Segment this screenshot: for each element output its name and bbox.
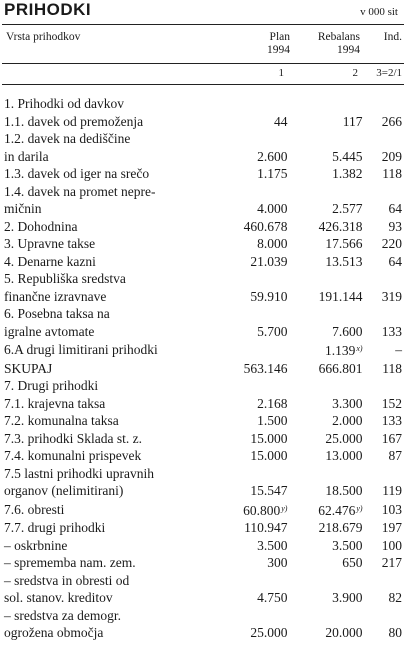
table-row (2, 607, 404, 625)
footnote-mark: y) (281, 503, 288, 513)
index-cell (363, 430, 404, 448)
row-label (2, 95, 212, 113)
row-label (2, 165, 212, 183)
revenue-table-body (2, 95, 404, 642)
column-number-3: 3=2/1 (376, 67, 402, 79)
index-cell-value: 133 (381, 323, 402, 339)
rebalans-cell-value: 3.500 (332, 537, 363, 553)
rebalans-cell-value: 2.577 (332, 201, 363, 216)
index-cell-value: 64 (388, 253, 402, 269)
row-label (2, 235, 212, 253)
index-cell (363, 130, 404, 148)
rebalans-cell-value: 13.000 (325, 448, 363, 463)
row-label-value: 4. Denarne kazni (4, 253, 96, 269)
table-row (2, 130, 404, 148)
row-label-value: finančne izravnave (4, 288, 107, 304)
row-label (2, 113, 212, 131)
index-cell (363, 519, 404, 537)
rebalans-cell (287, 447, 362, 465)
rebalans-cell (287, 519, 362, 537)
rebalans-cell (287, 113, 362, 131)
index-cell (363, 482, 404, 500)
table-row (2, 95, 404, 113)
plan-cell (212, 519, 287, 537)
plan-cell-value: 300 (267, 555, 288, 570)
subheader-rule (2, 84, 404, 85)
row-label (2, 482, 212, 500)
row-label-value: – sprememba nam. zem. (4, 555, 136, 570)
rebalans-cell-value: 25.000 (325, 430, 363, 446)
rebalans-cell (287, 482, 362, 500)
rebalans-cell-value: 18.500 (325, 483, 363, 498)
row-label-value: 7. Drugi prihodki (4, 378, 99, 393)
row-label (2, 360, 212, 378)
rebalans-cell (287, 235, 362, 253)
rebalans-cell (287, 554, 362, 572)
index-cell (363, 148, 404, 166)
plan-cell (212, 377, 287, 395)
table-row (2, 430, 404, 448)
index-cell-value: 64 (388, 201, 402, 216)
rebalans-cell-value: 20.000 (325, 625, 363, 640)
row-label-value: organov (nelimitirani) (4, 483, 124, 498)
row-label-value: igralne avtomate (4, 323, 95, 339)
row-label (2, 323, 212, 341)
index-cell (363, 554, 404, 572)
index-cell-value: 82 (388, 590, 402, 605)
index-cell (363, 360, 404, 378)
table-row (2, 360, 404, 378)
rebalans-cell (287, 218, 362, 236)
column-header-plan-line2: 1994 (267, 44, 290, 56)
plan-cell (212, 165, 287, 183)
plan-cell (212, 412, 287, 430)
index-cell (363, 218, 404, 236)
index-cell-value: 118 (382, 360, 402, 376)
rebalans-cell (287, 340, 362, 360)
rebalans-cell-value: 1.139 (324, 343, 356, 358)
row-label (2, 148, 212, 166)
row-label (2, 305, 212, 323)
plan-cell (212, 183, 287, 201)
index-cell-value: 209 (381, 148, 402, 164)
index-cell-value: 87 (388, 448, 402, 463)
table-row (2, 377, 404, 395)
plan-cell (212, 624, 287, 642)
table-row (2, 465, 404, 483)
row-label-value: 7.1. krajevna taksa (4, 395, 106, 411)
index-cell-value: 100 (381, 537, 402, 553)
plan-cell (212, 572, 287, 590)
table-row (2, 447, 404, 465)
index-cell (363, 447, 404, 465)
row-label-value: sol. stanov. kreditov (4, 590, 113, 605)
plan-cell-value: 21.039 (250, 253, 288, 269)
plan-cell (212, 305, 287, 323)
plan-cell (212, 340, 287, 360)
table-row (2, 270, 404, 288)
row-label (2, 537, 212, 555)
plan-cell (212, 235, 287, 253)
index-cell-value: 118 (382, 166, 402, 181)
plan-cell (212, 589, 287, 607)
rebalans-cell (287, 572, 362, 590)
table-row (2, 500, 404, 520)
index-cell (363, 607, 404, 625)
index-cell-value: 167 (381, 430, 402, 446)
table-row (2, 218, 404, 236)
rebalans-cell (287, 305, 362, 323)
plan-cell (212, 130, 287, 148)
index-cell (363, 270, 404, 288)
row-label-value: 1. Prihodki od davkov (4, 96, 124, 111)
column-header-plan (210, 31, 290, 57)
plan-cell (212, 395, 287, 413)
column-number-1: 1 (278, 67, 284, 79)
rebalans-cell-value: 3.900 (332, 590, 363, 605)
rebalans-cell-value: 666.801 (318, 360, 363, 376)
index-cell (363, 183, 404, 201)
header-rule (2, 63, 404, 64)
index-cell (363, 200, 404, 218)
row-label (2, 377, 212, 395)
plan-cell-value: 8.000 (257, 236, 288, 251)
row-label-value: – oskrbnine (4, 537, 68, 553)
index-cell (363, 113, 404, 131)
plan-cell (212, 95, 287, 113)
plan-cell (212, 200, 287, 218)
rebalans-cell (287, 377, 362, 395)
rebalans-cell (287, 395, 362, 413)
index-cell-value: 266 (381, 113, 402, 129)
table-row (2, 554, 404, 572)
row-label (2, 412, 212, 430)
plan-cell (212, 218, 287, 236)
page-title: PRIHODKI (4, 0, 92, 19)
row-label (2, 270, 212, 288)
column-header-rebalans (288, 31, 360, 57)
row-label (2, 218, 212, 236)
table-row (2, 482, 404, 500)
row-label (2, 465, 212, 483)
table-row (2, 235, 404, 253)
table-row (2, 148, 404, 166)
row-label (2, 183, 212, 201)
index-cell (363, 253, 404, 271)
table-row (2, 589, 404, 607)
plan-cell (212, 288, 287, 306)
row-label (2, 519, 212, 537)
row-label-value: 7.4. komunalni prispevek (4, 448, 142, 463)
top-rule (2, 24, 404, 25)
plan-cell (212, 430, 287, 448)
rebalans-cell (287, 95, 362, 113)
index-cell (363, 572, 404, 590)
plan-cell-value: 15.000 (250, 448, 288, 463)
table-row (2, 412, 404, 430)
row-label (2, 554, 212, 572)
plan-cell-value: 2.168 (257, 395, 288, 411)
table-row (2, 183, 404, 201)
row-label-value: 7.3. prihodki Sklada st. z. (4, 430, 142, 446)
row-label-value: mičnin (4, 201, 42, 216)
rebalans-cell (287, 430, 362, 448)
table-row (2, 340, 404, 360)
rebalans-cell-value: 7.600 (332, 323, 363, 339)
plan-cell-value: 1.500 (257, 413, 288, 428)
rebalans-cell (287, 500, 362, 520)
rebalans-cell (287, 200, 362, 218)
index-cell-value: 133 (381, 413, 402, 428)
row-label-value: 1.2. davek na dediščine (4, 131, 131, 146)
rebalans-cell-value: 426.318 (318, 218, 363, 234)
plan-cell-value: 59.910 (250, 288, 288, 304)
row-label-value: 6. Posebna taksa na (4, 306, 110, 321)
index-cell (363, 340, 404, 360)
table-row (2, 572, 404, 590)
row-label-value: 5. Republiška sredstva (4, 271, 126, 286)
index-cell (363, 95, 404, 113)
index-cell (363, 235, 404, 253)
row-label (2, 288, 212, 306)
table-row (2, 395, 404, 413)
rebalans-cell (287, 183, 362, 201)
rebalans-cell-value: 5.445 (332, 148, 363, 164)
rebalans-cell (287, 270, 362, 288)
rebalans-cell-value: 62.476 (318, 502, 356, 518)
index-cell (363, 465, 404, 483)
row-label (2, 624, 212, 642)
plan-cell-value: 60.800 (243, 502, 281, 518)
row-label (2, 340, 212, 360)
row-label (2, 253, 212, 271)
index-cell (363, 377, 404, 395)
table-row (2, 200, 404, 218)
row-label-value: 2. Dohodnina (4, 218, 78, 234)
rebalans-cell-value: 13.513 (325, 253, 363, 269)
unit-label: v 000 sit (360, 6, 398, 18)
index-cell (363, 288, 404, 306)
rebalans-cell (287, 624, 362, 642)
row-label-value: 7.7. drugi prihodki (4, 520, 106, 535)
table-row (2, 305, 404, 323)
plan-cell-value: 25.000 (250, 625, 288, 640)
plan-cell-value: 563.146 (243, 360, 288, 376)
rebalans-cell (287, 165, 362, 183)
plan-cell (212, 537, 287, 555)
table-row (2, 113, 404, 131)
rebalans-cell-value: 1.382 (332, 166, 363, 181)
index-cell-value: 103 (381, 501, 402, 517)
index-cell-value: 119 (382, 483, 402, 498)
plan-cell (212, 554, 287, 572)
plan-cell-value: 15.547 (250, 483, 288, 498)
row-label (2, 607, 212, 625)
rebalans-cell (287, 465, 362, 483)
rebalans-cell-value: 2.000 (332, 413, 363, 428)
row-label (2, 395, 212, 413)
row-label-value: 1.3. davek od iger na srečo (4, 166, 150, 181)
index-cell (363, 624, 404, 642)
table-row (2, 624, 404, 642)
table-row (2, 165, 404, 183)
plan-cell (212, 607, 287, 625)
revenue-table (2, 95, 404, 642)
table-row (2, 288, 404, 306)
footnote-mark: x) (356, 344, 363, 353)
row-label-value: – sredstva za demogr. (4, 607, 121, 623)
row-label-value: in darila (4, 148, 49, 164)
row-label-value: 7.5 lastni prihodki upravnih (4, 465, 154, 481)
rebalans-cell (287, 607, 362, 625)
row-label (2, 200, 212, 218)
index-cell-value: 217 (381, 555, 402, 570)
plan-cell-value: 3.500 (257, 537, 288, 553)
plan-cell-value: 110.947 (244, 520, 288, 535)
row-label-value: – sredstva in obresti od (4, 572, 130, 588)
column-header-index: Ind. (383, 31, 402, 43)
row-label-value: 7.6. obresti (4, 501, 65, 517)
index-cell-value: 152 (381, 395, 402, 411)
rebalans-cell (287, 537, 362, 555)
row-label-value: 1.4. davek na promet nepre- (4, 183, 156, 199)
index-cell (363, 305, 404, 323)
rebalans-cell-value: 117 (342, 113, 363, 129)
rebalans-cell (287, 589, 362, 607)
column-number-2: 2 (352, 67, 358, 79)
index-cell-value: 93 (388, 218, 402, 234)
row-label (2, 430, 212, 448)
rebalans-cell-value: 650 (342, 555, 363, 570)
table-row (2, 323, 404, 341)
table-row (2, 253, 404, 271)
index-cell (363, 537, 404, 555)
column-header-rebalans-line1: Rebalans (317, 31, 360, 43)
rebalans-cell (287, 288, 362, 306)
row-label (2, 130, 212, 148)
plan-cell-value: 4.750 (257, 590, 288, 605)
column-header-label: Vrsta prihodkov (6, 31, 81, 43)
index-cell (363, 500, 404, 520)
column-header-plan-line1: Plan (269, 31, 290, 43)
row-label-value: 6.A drugi limitirani prihodki (4, 342, 158, 357)
plan-cell (212, 482, 287, 500)
index-cell-value: 319 (381, 288, 402, 304)
plan-cell (212, 447, 287, 465)
rebalans-cell-value: 17.566 (325, 236, 363, 251)
row-label-value: 3. Upravne takse (4, 236, 96, 251)
plan-cell-value: 460.678 (243, 218, 288, 234)
index-cell-value: 80 (388, 625, 402, 640)
rebalans-cell (287, 148, 362, 166)
plan-cell (212, 360, 287, 378)
plan-cell (212, 113, 287, 131)
index-cell (363, 589, 404, 607)
rebalans-cell (287, 253, 362, 271)
rebalans-cell (287, 323, 362, 341)
row-label-value: SKUPAJ (4, 360, 53, 376)
rebalans-cell (287, 360, 362, 378)
plan-cell-value: 44 (273, 113, 288, 129)
table-row (2, 519, 404, 537)
rebalans-cell-value: 218.679 (318, 520, 363, 535)
index-cell-value: – (395, 342, 402, 357)
footnote-mark: y) (356, 503, 363, 513)
index-cell (363, 412, 404, 430)
row-label (2, 500, 212, 520)
index-cell (363, 323, 404, 341)
column-header-rebalans-line2: 1994 (337, 44, 360, 56)
plan-cell (212, 253, 287, 271)
index-cell (363, 395, 404, 413)
rebalans-cell (287, 130, 362, 148)
plan-cell (212, 465, 287, 483)
plan-cell-value: 5.700 (257, 323, 288, 339)
plan-cell (212, 148, 287, 166)
table-row (2, 537, 404, 555)
plan-cell-value: 4.000 (257, 201, 288, 216)
row-label (2, 447, 212, 465)
row-label-value: 7.2. komunalna taksa (4, 413, 119, 428)
row-label (2, 572, 212, 590)
index-cell-value: 220 (381, 236, 402, 251)
row-label-value: 1.1. davek od premoženja (4, 113, 144, 129)
plan-cell-value: 1.175 (257, 166, 288, 181)
row-label (2, 589, 212, 607)
rebalans-cell-value: 3.300 (332, 395, 363, 411)
plan-cell (212, 500, 287, 520)
plan-cell (212, 270, 287, 288)
rebalans-cell (287, 412, 362, 430)
index-cell-value: 197 (381, 520, 402, 535)
rebalans-cell-value: 191.144 (318, 288, 363, 304)
index-cell (363, 165, 404, 183)
plan-cell-value: 15.000 (250, 430, 288, 446)
plan-cell (212, 323, 287, 341)
plan-cell-value: 2.600 (257, 148, 288, 164)
row-label-value: ogrožena območja (4, 625, 104, 640)
